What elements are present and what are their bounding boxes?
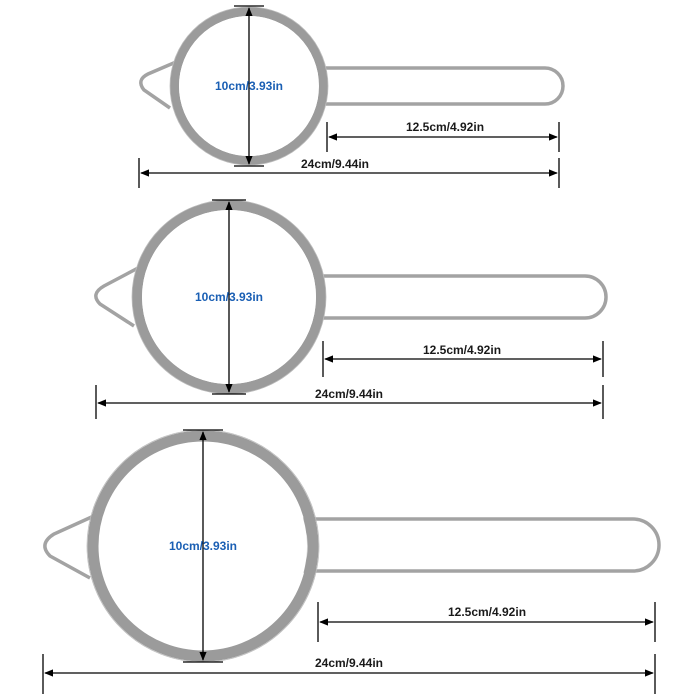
strainer-small-handle-label: 12.5cm/4.92in: [405, 120, 485, 134]
strainer-large-diameter-label: 10cm/3.93in: [168, 539, 238, 553]
strainer-medium: [96, 200, 606, 419]
strainer-medium-handle: [318, 276, 606, 318]
strainer-large: [43, 430, 659, 694]
strainer-medium-diameter-label: 10cm/3.93in: [194, 290, 264, 304]
strainer-medium-handle-label: 12.5cm/4.92in: [422, 343, 502, 357]
strainer-small-total-label: 24cm/9.44in: [300, 157, 370, 171]
strainer-large-handle: [305, 519, 659, 571]
strainer-small-diameter-label: 10cm/3.93in: [214, 79, 284, 93]
strainer-small: [139, 6, 563, 188]
strainer-medium-total-label: 24cm/9.44in: [314, 387, 384, 401]
strainer-large-handle-label: 12.5cm/4.92in: [447, 605, 527, 619]
strainer-large-total-label: 24cm/9.44in: [314, 656, 384, 670]
strainer-small-handle: [320, 68, 563, 104]
